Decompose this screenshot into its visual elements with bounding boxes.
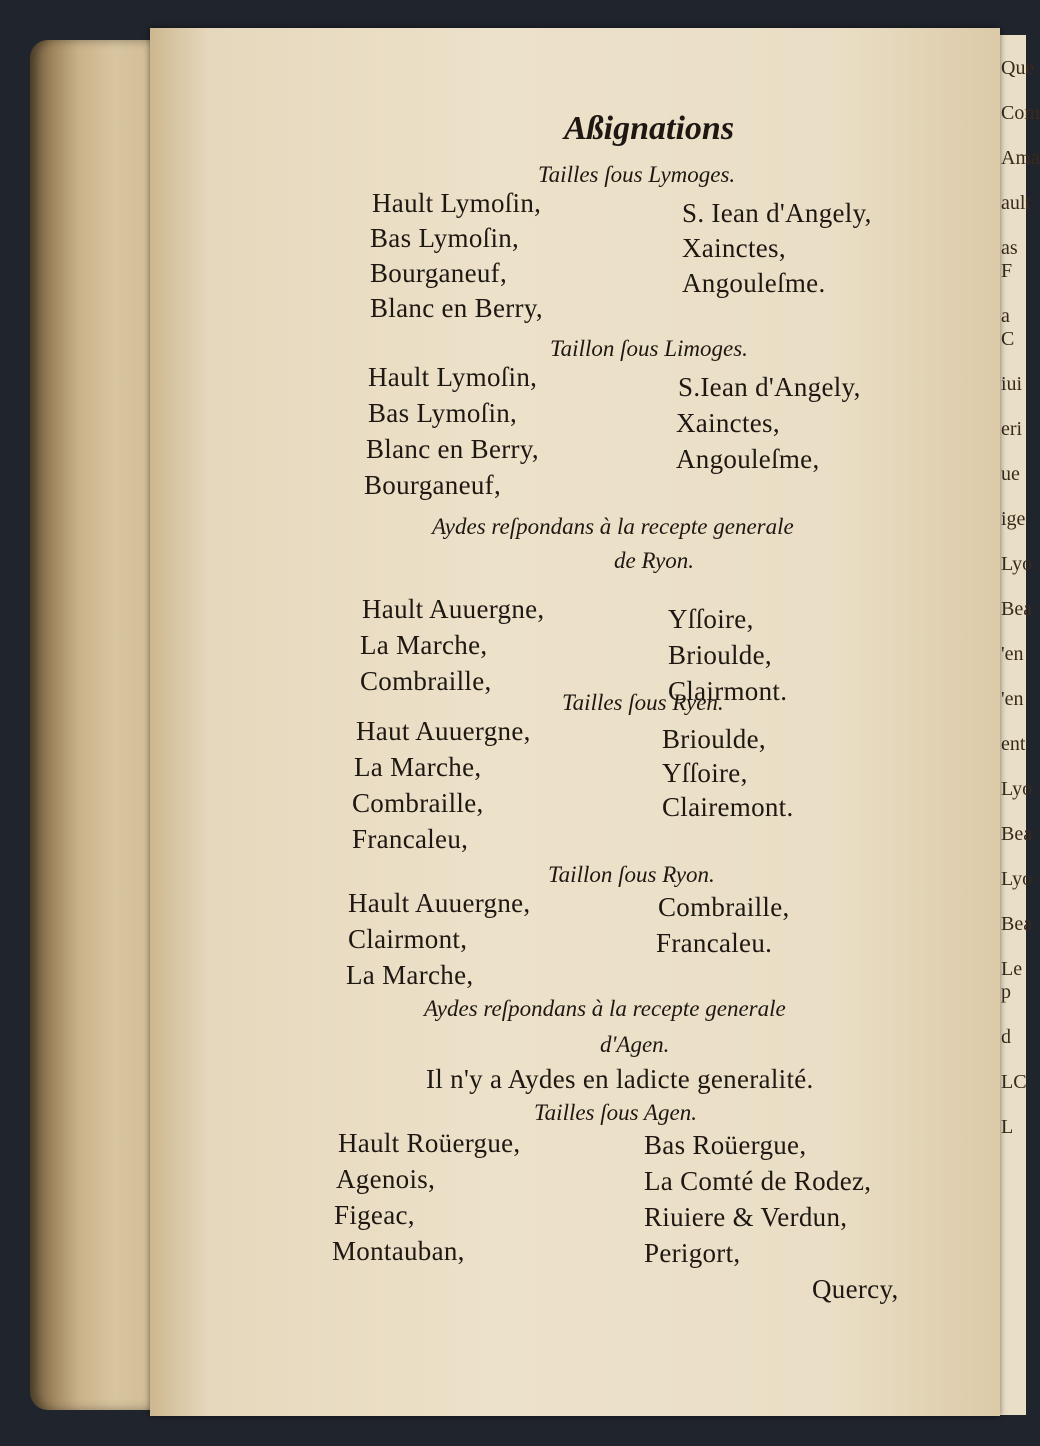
list-item: Bourganeuf, [364, 470, 502, 500]
facing-fragment: L [1001, 1116, 1014, 1138]
list-item: Bourganeuf, [370, 258, 508, 288]
list-item: S. Iean d'Angely, [682, 198, 872, 228]
section-heading-continued: d'Agen. [600, 1032, 670, 1057]
list-item: Blanc en Berry, [370, 293, 543, 323]
facing-fragment: ue [1001, 463, 1020, 485]
facing-fragment: Lyo [1001, 778, 1033, 800]
book-page-edges [30, 40, 170, 1410]
facing-fragment: LC [1001, 1071, 1027, 1093]
list-item: Haut Auuergne, [356, 716, 531, 746]
section-note: Il n'y a Aydes en ladicte generalité. [426, 1064, 814, 1094]
list-item: Combraille, [360, 666, 492, 696]
section-heading: Aydes reſpondans à la recepte generale [424, 996, 786, 1021]
facing-fragment: Com [1001, 102, 1040, 124]
list-item: Clairmont. [668, 676, 788, 706]
list-item: Montauban, [332, 1236, 465, 1266]
list-item: Hault Auuergne, [348, 888, 531, 918]
list-item: Francaleu. [656, 928, 773, 958]
list-item: Clairmont, [348, 924, 468, 954]
list-item: Agenois, [336, 1164, 436, 1194]
facing-fragment: Bea [1001, 823, 1033, 845]
list-item: Combraille, [352, 788, 484, 818]
facing-fragment: eri [1001, 418, 1023, 440]
list-item: Hault Roüergue, [338, 1128, 521, 1158]
list-item: Riuiere & Verdun, [644, 1202, 848, 1232]
list-item: La Marche, [346, 960, 474, 990]
book-page [150, 28, 1000, 1416]
section-heading-continued: de Ryon. [614, 548, 695, 573]
facing-page-edge [996, 35, 1040, 1415]
list-item: Figeac, [334, 1200, 415, 1230]
list-item: Perigort, [644, 1238, 741, 1268]
facing-fragment: ige [1001, 508, 1026, 530]
facing-fragment: Lyo [1001, 868, 1033, 890]
facing-fragment: Ama [1001, 147, 1040, 169]
section-heading: Taillon ſous Ryon. [548, 862, 715, 887]
list-item: Francaleu, [352, 824, 469, 854]
facing-fragment: as F [1001, 237, 1018, 282]
list-item: Angouleſme, [676, 444, 820, 474]
facing-fragment: a C [1001, 305, 1015, 350]
list-item: Hault Auuergne, [362, 594, 545, 624]
facing-fragment: 'en [1001, 688, 1024, 710]
section-heading: Aydes reſpondans à la recepte generale [432, 514, 794, 539]
facing-fragment: Que [1001, 57, 1035, 79]
section-heading: Tailles ſous Agen. [534, 1100, 697, 1125]
list-item: La Marche, [360, 630, 488, 660]
list-item: S.Iean d'Angely, [678, 372, 861, 402]
list-item: Brioulde, [662, 724, 766, 754]
facing-fragment: iui [1001, 373, 1023, 395]
list-item: Angouleſme. [682, 268, 826, 298]
facing-fragment: Lyo [1001, 553, 1033, 575]
list-item: La Comté de Rodez, [644, 1166, 872, 1196]
list-item: Yſſoire, [668, 604, 754, 634]
list-item: Hault Lymoſin, [372, 188, 542, 218]
list-item: Combraille, [658, 892, 790, 922]
facing-fragment: Bea [1001, 913, 1033, 935]
list-item: Yſſoire, [662, 758, 748, 788]
list-item: Blanc en Berry, [366, 434, 539, 464]
section-heading: Tailles ſous Ryen. [562, 690, 724, 715]
facing-fragment: Bea [1001, 598, 1033, 620]
section-heading: Tailles ſous Lymoges. [538, 162, 736, 187]
list-item: Hault Lymoſin, [368, 362, 538, 392]
page-title: Aßignations [564, 110, 735, 147]
facing-fragment: d [1001, 1026, 1011, 1048]
list-item: La Marche, [354, 752, 482, 782]
list-item: Xainctes, [682, 233, 786, 263]
facing-fragment: ent [1001, 733, 1026, 755]
list-item: Bas Lymoſin, [368, 398, 518, 428]
facing-fragment: ault [1001, 192, 1031, 214]
facing-fragment: Le p [1001, 958, 1023, 1003]
section-heading: Taillon ſous Limoges. [550, 336, 748, 361]
list-item: Brioulde, [668, 640, 772, 670]
catchword: Quercy, [812, 1274, 899, 1304]
list-item: Bas Roüergue, [644, 1130, 807, 1160]
list-item: Bas Lymoſin, [370, 223, 520, 253]
list-item: Clairemont. [662, 792, 794, 822]
list-item: Xainctes, [676, 408, 780, 438]
facing-fragment: 'en [1001, 643, 1024, 665]
